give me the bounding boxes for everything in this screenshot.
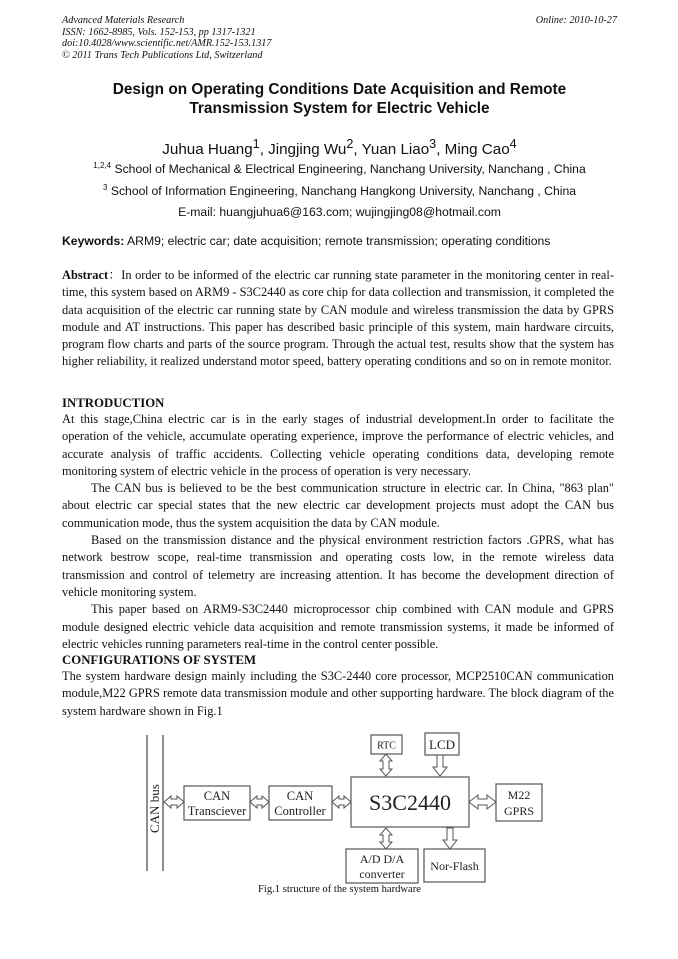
- online-date: Online: 2010-10-27: [535, 15, 617, 26]
- can-controller-label: Controller: [274, 804, 326, 818]
- double-arrow-icon: [380, 828, 392, 849]
- doi: doi:10.4028/www.scientific.net/AMR.152-153.1317: [62, 38, 272, 50]
- affiliation: [62, 161, 617, 176]
- down-arrow-icon: [443, 828, 457, 849]
- figure-caption: Fig.1 structure of the system hardware: [258, 884, 421, 895]
- author-name: Jingjing Wu: [268, 141, 347, 159]
- m22-gprs-label: M22: [507, 788, 531, 802]
- system-hardware-diagram: [120, 729, 560, 884]
- abstract-text: In order to be informed of the electric car running state parameter in the monitoring center in real-time, this system based on ARM9 - S3C2440 as core chip for data collection and transmission, it completed the data acquisition of the electric car running state by CAN module and wireless transmission the data by GPRS module and AT instructions. This paper has described basic principle of this system, main hardware circuits, program flow charts and parts of the source program. Through the actual test, results show that the system has higher reliability, it realized understand motor speed, battery operating conditions and so on in remote monitor.: [62, 268, 614, 369]
- nor-flash-label: Nor-Flash: [430, 859, 479, 873]
- author-sup: 3: [429, 137, 437, 151]
- paragraph: At this stage,China electric car is in the early stages of industrial development.In order to facilitate the operation of the vehicle, accumulate operating experience, improve the performance of electric vehicles, and accurate analysis of traffic accidents. Collecting vehicle operating conditions data, developing remote monitoring system of electric vehicle in the process of operation is very necessary.: [62, 412, 614, 478]
- affiliation-text: School of Information Engineering, Nanchang Hangkong University, Nanchang , China: [110, 184, 577, 199]
- section-heading-configurations: CONFIGURATIONS OF SYSTEM: [62, 653, 257, 667]
- can-transceiver-label: CAN: [203, 789, 231, 803]
- paragraph: The CAN bus is believed to be the best communication structure in electric car. In China, "863 plan" about electric car special states that the new electric car development projects must adopt the CAN bus communication mode, thus the system acquisition the data by CAN module.: [62, 481, 614, 530]
- author-sup: 2: [346, 137, 354, 151]
- author-sup: 4: [509, 137, 517, 151]
- double-arrow-icon: [469, 795, 496, 809]
- paper-title: [62, 80, 617, 118]
- m22-gprs-label: GPRS: [503, 804, 535, 818]
- email-line: E-mail: huangjuhua6@163.com; wujingjing08@hotmail.com: [178, 205, 501, 219]
- affiliation: [62, 183, 617, 198]
- keywords-text: ARM9; electric car; date acquisition; remote transmission; operating conditions: [127, 234, 551, 248]
- paragraph: This paper based on ARM9-S3C2440 microprocessor chip combined with CAN module and GPRS module designed electric vehicle data acquisition and remote transmission systems, it made be informed of electric vehicles running parameters real-time in the control center possible.: [62, 602, 614, 651]
- double-arrow-icon: [380, 754, 392, 776]
- can-transceiver-label: Transciever: [187, 804, 247, 818]
- title-line-1: Design on Operating Conditions Date Acquisition and Remote: [112, 81, 567, 98]
- author-name: Juhua Huang: [162, 141, 253, 159]
- rtc-label: RTC: [377, 740, 396, 752]
- affiliation-text: School of Mechanical & Electrical Engineering, Nanchang University, Nanchang , China: [114, 162, 586, 177]
- can-controller-label: CAN: [286, 789, 314, 803]
- section-heading-introduction: INTRODUCTION: [62, 396, 165, 410]
- keywords-label: Keywords:: [62, 234, 125, 248]
- double-arrow-icon: [332, 796, 351, 808]
- journal-name: Advanced Materials Research: [62, 15, 185, 26]
- issn: ISSN: 1662-8985, Vols. 152-153, pp 1317-1321: [62, 26, 256, 38]
- adda-converter-label: A/D D/A: [359, 852, 405, 866]
- paragraph: Based on the transmission distance and the physical environment restriction factors .GPRS, what has network bestrow scope, real-time transmission and operating costs low, in the remote wireless data transmission and control of telemetry are increasing attention. It has become the development direction of vehicle monitoring system.: [62, 533, 614, 599]
- introduction-body: [62, 411, 614, 653]
- abstract-label: Abstract: [62, 268, 109, 282]
- affiliation-sup: 3: [102, 183, 108, 192]
- author-name: Ming Cao: [444, 141, 510, 159]
- abstract: [62, 267, 614, 371]
- affiliation-sup: 1,2,4: [93, 161, 112, 170]
- title-line-2: Transmission System for Electric Vehicle: [189, 100, 490, 117]
- double-arrow-icon: [164, 796, 184, 808]
- keywords: [62, 234, 622, 248]
- lcd-label: LCD: [429, 737, 455, 752]
- can-bus-label: CAN bus: [147, 784, 162, 833]
- adda-converter-label: converter: [359, 867, 405, 881]
- double-arrow-icon: [250, 796, 269, 808]
- block-diagram: [120, 729, 560, 884]
- abstract-sep: ：: [108, 268, 122, 282]
- author-sup: 1: [252, 137, 260, 151]
- author-name: Yuan Liao: [361, 141, 430, 159]
- s3c2440-label: S3C2440: [369, 790, 451, 815]
- copyright: © 2011 Trans Tech Publications Ltd, Switzerland: [62, 49, 263, 61]
- configurations-body: The system hardware design mainly including the S3C-2440 core processor, MCP2510CAN communication module,M22 GPRS remote data transmission module and other supporting hardware. The block diagram of the system hardware shown in Fig.1: [62, 669, 614, 718]
- running-header: [62, 15, 617, 61]
- author-list: Juhua Huang$^1$, Jingjing Wu$^2$, Yuan Liao$^3$, Ming Cao$^4$: [162, 137, 517, 159]
- down-arrow-icon: [433, 755, 447, 776]
